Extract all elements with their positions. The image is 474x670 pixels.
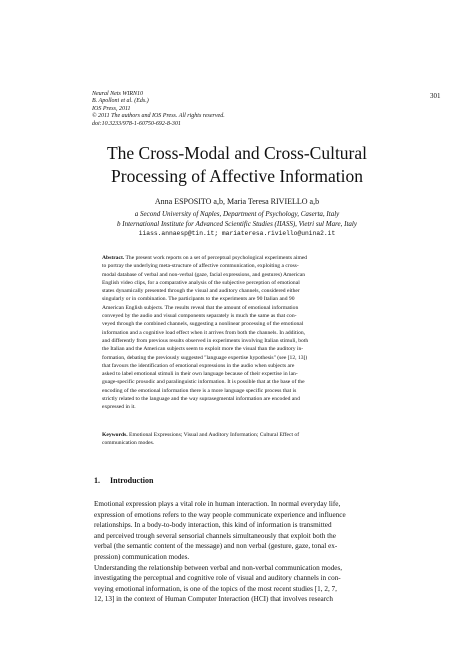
abstract-line: singularly or in combination. The participants to the experiments are 90 Italian and 90 — [102, 296, 295, 303]
author-emails: iiass.annaesp@tin.it; mariateresa.riviello@unina2.it — [138, 230, 336, 237]
abstract-line: English video clips, for a comparative analysis of the subjective perception of emotional — [102, 279, 300, 286]
abstract-line: and differently from previous results observed in experiments involving Italian stimuli, both — [102, 337, 309, 344]
abstract-line: veyed through the combined channels, suggesting a nonlinear processing of the emotional — [102, 321, 304, 328]
section-heading — [94, 476, 163, 485]
body-line: relationships. In a body-to-body interaction, this kind of information is transmitted — [94, 521, 332, 530]
body-line: verbal (the semantic content of the message) and non verbal (gesture, gaze, tonal ex- — [94, 542, 338, 551]
abstract-line: states dynamically presented through the visual and auditory channels, considered either — [102, 288, 300, 295]
title-line: Processing of Affective Information — [111, 166, 363, 186]
meta-line: IOS Press, 2011 — [92, 105, 131, 112]
abstract-line: conveyed by the audio and visual components separately is much the same as that con- — [102, 313, 297, 320]
section-title: Introduction — [110, 476, 154, 485]
page-number: 301 — [430, 92, 441, 100]
abstract-line: The present work reports on a set of perceptual psychological experiments aimed — [124, 255, 308, 261]
affiliation-line: a Second University of Naples, Department of Psychology, Caserta, Italy — [134, 210, 340, 218]
abstract-line: strictly related to the language and the way suprasegmental information are encoded and — [102, 396, 300, 403]
body-text — [94, 499, 378, 605]
abstract-line: asked to label emotional stimuli in their own language because of their expertise in lan- — [102, 371, 298, 378]
meta-line: B. Apolloni et al. (Eds.) — [92, 98, 149, 105]
abstract — [102, 254, 372, 412]
publication-meta — [92, 91, 225, 128]
abstract-line: expressed in it. — [102, 404, 136, 411]
keywords-line: communication modes. — [102, 440, 155, 447]
body-line: Emotional expression plays a vital role in human interaction. In normal everyday life, — [94, 500, 341, 508]
body-line: expression of emotions refers to the way people communicate experience and influence — [94, 510, 346, 519]
affiliation-line: b International Institute for Advanced Scientific Studies (IIASS), Vietri sul Mare, Italy — [117, 220, 357, 228]
meta-line: Neural Nets WIRN10 — [92, 91, 143, 97]
abstract-line: American English subjects. The results reveal that the amount of emotional information — [102, 304, 299, 311]
body-line: investigating the perceptual and cognitive role of visual and auditory channels in con- — [94, 574, 341, 583]
abstract-line: to portray the underlying meta-structure of affective communication, exploiting a cross- — [102, 263, 299, 270]
body-line: veying emotional information, is one of the topics of the most recent studies [1, 2, 7, — [94, 584, 337, 593]
keywords-line: Emotional Expressions; Visual and Auditory Information; Cultural Effect of — [127, 432, 300, 438]
body-line: Understanding the relationship between verbal and non-verbal communication modes, — [94, 563, 343, 572]
body-line: 12, 13] in the context of Human Computer Interaction (HCI) that involves research — [94, 595, 333, 604]
abstract-line: modal database of verbal and non-verbal (gaze, facial expressions, and gestures) American — [102, 271, 305, 278]
abstract-line: that favours the identification of emotional expressions in the audio when subjects are — [102, 362, 295, 369]
abstract-line: encoding of the emotional information there is a more language specific process that is — [102, 387, 297, 394]
section-number: 1. — [94, 476, 100, 485]
title-line: The Cross-Modal and Cross-Cultural — [106, 143, 368, 163]
abstract-line: guage-specific prosodic and paralinguistic information. It is possible that at the base of the — [102, 379, 305, 386]
body-line: and perceived trough several sensorial channels simultaneously that exploit both the — [94, 531, 336, 540]
author-list: Anna ESPOSITO a,b, Maria Teresa RIVIELLO a,b — [154, 197, 320, 206]
abstract-line: information and a cognitive load effect when it arrives from both the channels. In addition, — [102, 329, 306, 336]
paper-title — [60, 142, 414, 188]
abstract-label: Abstract. — [102, 255, 125, 261]
meta-line: © 2011 The authors and IOS Press. All rights reserved. — [92, 113, 225, 120]
abstract-line: formation, debating the previously suggested "language expertise hypothesis" (see [12, 13]) — [102, 354, 308, 361]
affiliations — [60, 209, 414, 229]
meta-line: doi:10.3233/978-1-60750-692-8-301 — [92, 120, 181, 127]
body-line: pression) communication modes. — [94, 552, 190, 561]
keywords — [102, 431, 372, 448]
abstract-line: the Italian and the American subjects seem to exploit more the visual than the auditory in- — [102, 346, 304, 353]
keywords-label: Keywords. — [102, 432, 128, 438]
